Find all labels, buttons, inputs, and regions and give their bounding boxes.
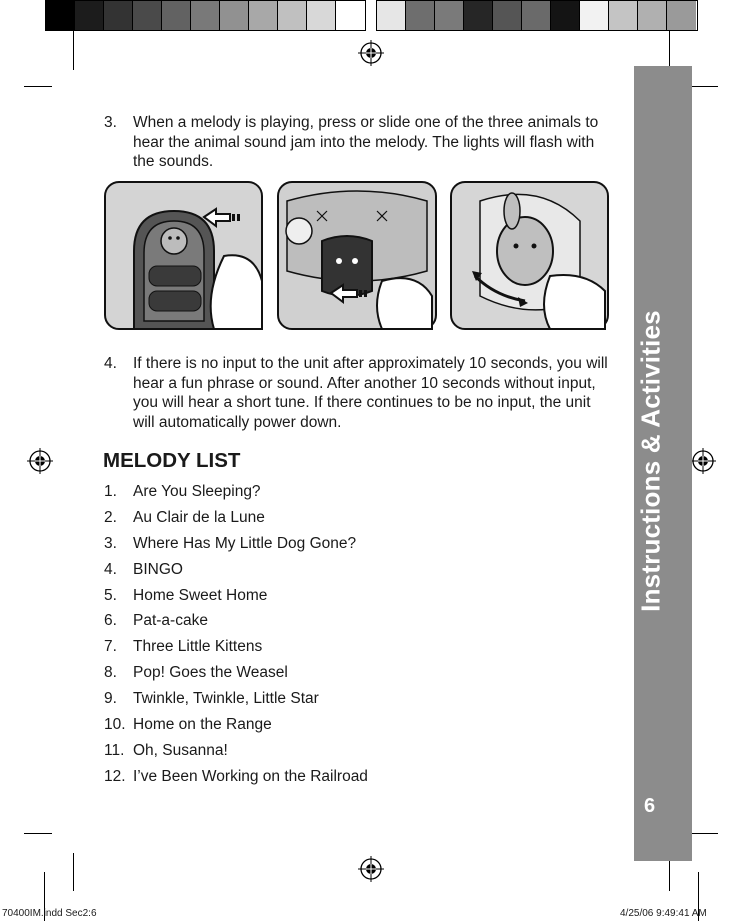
illustration-dog-door-press	[104, 181, 263, 330]
melody-title: Pat-a-cake	[133, 612, 208, 630]
illustration-rabbit-slide	[450, 181, 609, 330]
melody-list-heading: MELODY LIST	[103, 449, 241, 472]
footer-timestamp: 4/25/06 9:49:41 AM	[620, 908, 707, 919]
melody-number: 5.	[104, 586, 117, 604]
hand-icon	[211, 255, 262, 329]
page-number: 6	[644, 795, 656, 817]
rabbit-icon	[497, 217, 553, 285]
melody-title: Home Sweet Home	[133, 586, 268, 604]
crop-mark	[24, 833, 52, 834]
step-text: If there is no input to the unit after approximately 10 seconds, you will hear a fun phrase or sound. After another 10 seconds without input, you will hear a short tune. If there continues to be no input, the unit will automatically power down.	[133, 355, 608, 431]
color-swatch	[580, 1, 609, 30]
step-number: 3.	[104, 114, 117, 131]
crop-mark	[690, 833, 718, 834]
crop-mark	[669, 30, 670, 70]
color-swatch	[464, 1, 493, 30]
swatch-bar-left	[45, 0, 366, 31]
melody-number: 11.	[104, 741, 125, 759]
hand-icon	[544, 275, 605, 329]
color-swatch	[609, 1, 638, 30]
crop-mark	[73, 853, 74, 891]
registration-mark-icon	[27, 448, 53, 474]
melody-number: 12.	[104, 767, 126, 785]
melody-title: BINGO	[133, 560, 183, 578]
color-swatch	[278, 1, 307, 30]
illustration-cat-cushion-press	[277, 181, 437, 330]
color-swatch	[435, 1, 464, 30]
step-number: 4.	[104, 355, 117, 372]
color-swatch	[667, 1, 696, 30]
color-swatch	[493, 1, 522, 30]
color-swatch	[191, 1, 220, 30]
melody-number: 10.	[104, 716, 126, 734]
color-swatch	[104, 1, 133, 30]
melody-number: 6.	[104, 612, 117, 630]
swatch-bar-right	[376, 0, 698, 31]
hand-icon	[377, 278, 432, 329]
color-swatch	[406, 1, 435, 30]
melody-number: 1.	[104, 483, 117, 500]
melody-number: 2.	[104, 508, 117, 526]
color-swatch	[307, 1, 336, 30]
melody-number: 3.	[104, 534, 117, 552]
cat-toy-icon	[286, 218, 312, 244]
color-swatch	[46, 1, 75, 30]
melody-title: Are You Sleeping?	[133, 483, 261, 500]
melody-title: Home on the Range	[133, 716, 272, 734]
color-swatch	[377, 1, 406, 30]
melody-title: Where Has My Little Dog Gone?	[133, 534, 357, 552]
melody-number: 4.	[104, 560, 117, 578]
color-swatch	[249, 1, 278, 30]
color-swatch	[133, 1, 162, 30]
melody-title: Twinkle, Twinkle, Little Star	[133, 690, 319, 708]
crop-mark	[24, 86, 52, 87]
crop-mark	[73, 30, 74, 70]
melody-number: 9.	[104, 690, 117, 708]
step-text: When a melody is playing, press or slide one of the three animals to hear the animal sound jam into the melody. The lights will flash with the sounds.	[133, 114, 599, 170]
registration-mark-icon	[358, 40, 384, 66]
color-swatch	[75, 1, 104, 30]
crop-mark	[690, 86, 718, 87]
dog-icon	[161, 228, 187, 254]
melody-title: Three Little Kittens	[133, 638, 263, 656]
footer-file-name: 70400IM.indd Sec2:6	[2, 908, 97, 919]
color-swatch	[220, 1, 249, 30]
color-swatch	[522, 1, 551, 30]
color-swatch	[551, 1, 580, 30]
melody-number: 8.	[104, 664, 117, 682]
melody-number: 7.	[104, 638, 117, 656]
color-swatch	[162, 1, 191, 30]
color-swatch	[336, 1, 365, 30]
black-cat-icon	[322, 236, 372, 296]
registration-mark-icon	[358, 856, 384, 882]
melody-title: Au Clair de la Lune	[133, 508, 265, 526]
section-tab-label: Instructions & Activities	[635, 310, 666, 612]
melody-title: Oh, Susanna!	[133, 741, 228, 759]
color-swatch	[638, 1, 667, 30]
melody-title: I’ve Been Working on the Railroad	[133, 767, 368, 785]
melody-title: Pop! Goes the Weasel	[133, 664, 288, 682]
registration-mark-icon	[690, 448, 716, 474]
